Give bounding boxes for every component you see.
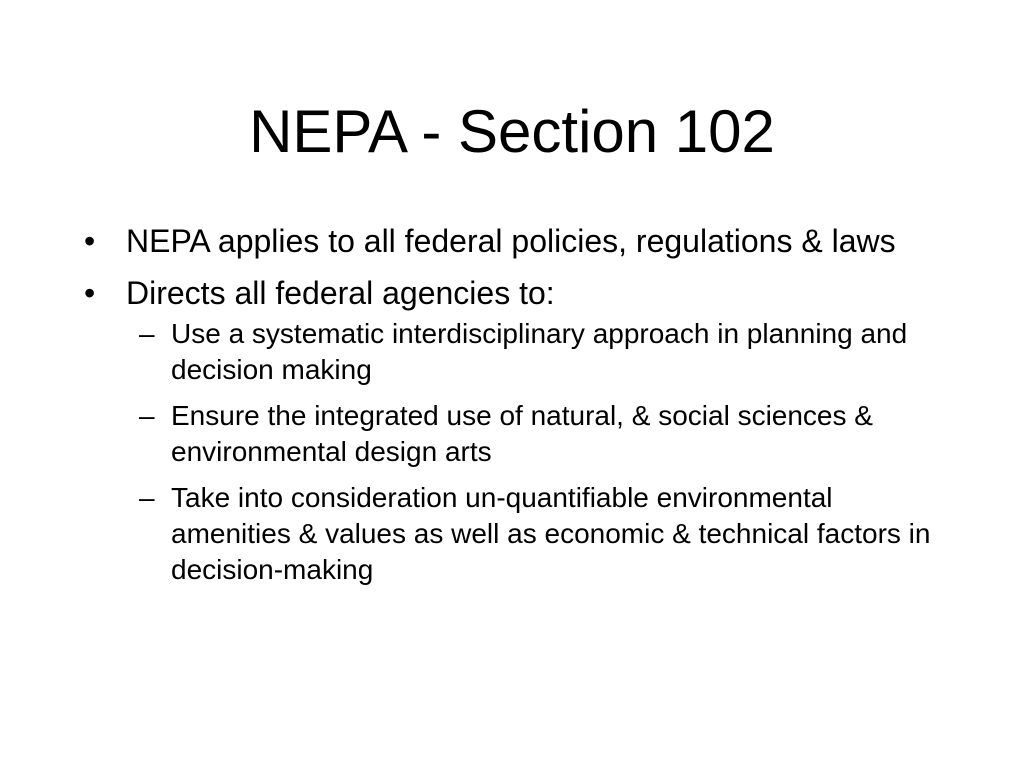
bullet-item — [84, 222, 944, 260]
sub-bullet-text: Use a systematic interdisciplinary approach in planning and decision making — [171, 318, 908, 385]
bullet-marker: • — [84, 223, 96, 259]
sub-bullet-marker: – — [139, 482, 155, 513]
sub-bullet-marker: – — [139, 318, 155, 349]
bullet-marker: • — [84, 275, 96, 311]
sub-bullet-item — [84, 480, 944, 588]
sub-bullet-item — [84, 398, 944, 470]
slide-body — [84, 222, 944, 598]
bullet-text: NEPA applies to all federal policies, regulations & laws — [126, 223, 896, 259]
bullet-text: Directs all federal agencies to: — [126, 275, 555, 311]
sub-bullet-text: Ensure the integrated use of natural, & social sciences & environmental design arts — [171, 400, 873, 467]
slide-title: NEPA - Section 102 — [249, 98, 775, 165]
sub-bullet-marker: – — [139, 400, 155, 431]
bullet-item — [84, 274, 944, 312]
sub-bullet-item — [84, 316, 944, 388]
sub-bullet-text: Take into consideration un-quantifiable environmental amenities & values as well as economic & technical factors in decision-making — [171, 482, 931, 585]
